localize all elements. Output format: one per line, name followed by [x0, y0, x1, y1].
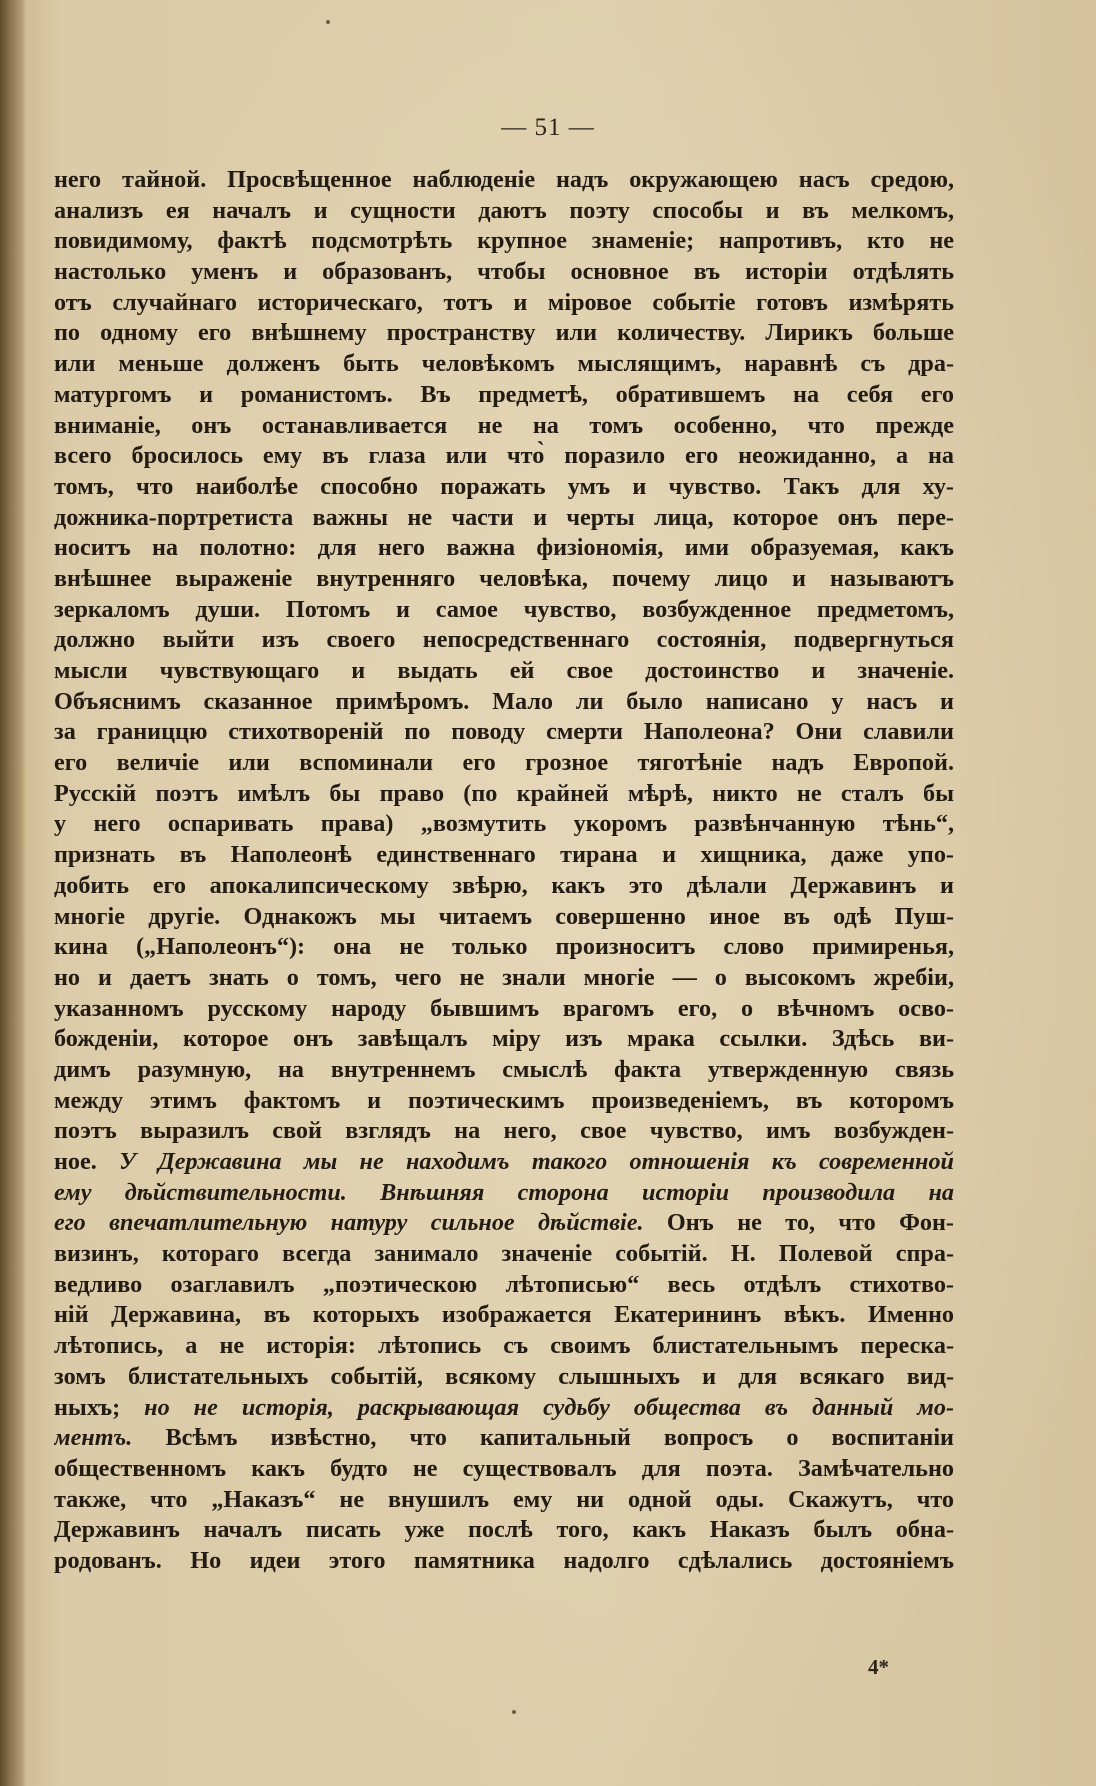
text-line: многіе другіе. Однакожъ мы читаемъ совершенно иное въ одѣ Пуш- — [54, 902, 954, 930]
text-line: Русскій поэтъ имѣлъ бы право (по крайней мѣрѣ, никто не сталъ бы — [54, 779, 954, 807]
text-line: кина („Наполеонъ“): она не только произноситъ слово примиренья, — [54, 933, 954, 961]
text-line: но и даетъ знать о томъ, чего не знали многіе — о высокомъ жребіи, — [54, 963, 954, 991]
text-line: анализъ ея началъ и сущности даютъ поэту способы и въ мелкомъ, — [54, 196, 954, 224]
text-line: повидимому, фактѣ подсмотрѣть крупное знаменіе; напротивъ, кто не — [54, 227, 954, 255]
text-line: его величіе или вспоминали его грозное тяготѣніе надъ Европой. — [54, 749, 954, 777]
text-line: зеркаломъ души. Потомъ и самое чувство, возбужденное предметомъ, — [54, 595, 954, 623]
text-line: указанномъ русскому народу бывшимъ врагомъ его, о вѣчномъ осво- — [54, 994, 954, 1022]
text-line: Объяснимъ сказанное примѣромъ. Мало ли было написано у насъ и — [54, 687, 954, 715]
italic-fragment: ему дѣйствительности. Внѣшняя сторона исторіи производила на — [54, 1178, 954, 1206]
text-line: мысли чувствующаго и выдать ей свое достоинство и значеніе. — [54, 657, 954, 684]
text-line: димъ разумную, на внутреннемъ смыслѣ факта утвержденную связь — [54, 1055, 954, 1083]
page-number: — 51 — — [501, 114, 595, 141]
text-line: по одному его внѣшнему пространству или количеству. Лирикъ больше — [54, 319, 954, 347]
text-line: носитъ на полотно: для него важна физіономія, ими образуемая, какъ — [54, 534, 954, 562]
text-fragment: Всѣмъ извѣстно, что капитальный вопросъ о воспитаніи — [132, 1424, 954, 1452]
text-line: между этимъ фактомъ и поэтическимъ произведеніемъ, въ которомъ — [54, 1086, 954, 1114]
text-line: визинъ, котораго всегда занимало значеніе событій. Н. Полевой спра- — [54, 1240, 954, 1268]
text-line: внѣшнее выраженіе внутренняго человѣка, почему лицо и называютъ — [54, 564, 954, 592]
text-line: томъ, что наиболѣе способно поражать умъ и чувство. Такъ для ху- — [54, 472, 954, 500]
text-line: матургомъ и романистомъ. Въ предметѣ, обратившемъ на себя его — [54, 380, 954, 408]
text-line-mixed — [54, 1208, 954, 1239]
text-line: отъ случайнаго историческаго, тотъ и міровое событіе готовъ измѣрять — [54, 288, 954, 316]
text-line: зомъ блистательныхъ событій, всякому слышныхъ и для всякаго вид- — [54, 1362, 954, 1390]
text-line: ній Державина, въ которыхъ изображается Екатерининъ вѣкъ. Именно — [54, 1301, 954, 1329]
text-line: или меньше долженъ быть человѣкомъ мыслящимъ, наравнѣ съ дра- — [54, 350, 954, 378]
printer-signature-mark: 4* — [868, 1655, 889, 1679]
text-line: за границцю стихотвореній по поводу смерти Наполеона? Они славили — [54, 718, 954, 746]
italic-fragment: его впечатлительную натуру сильное дѣйствіе. — [54, 1209, 644, 1237]
text-line: должно выйти изъ своего непосредственнаго состоянія, подвергнуться — [54, 626, 954, 654]
text-line: ведливо озаглавилъ „поэтическою лѣтописью“ весь отдѣлъ стихотво- — [54, 1270, 954, 1298]
text-line: всего бросилось ему въ глаза или что̀ поразило его неожиданно, а на — [54, 442, 954, 470]
text-line: у него оспаривать права) „возмутить укоромъ развѣнчанную тѣнь“, — [54, 810, 954, 838]
italic-fragment: но не исторія, раскрывающая судьбу общества въ данный мо- — [144, 1393, 954, 1421]
text-line: божденіи, которое онъ завѣщалъ міру изъ мрака ссылки. Здѣсь ви- — [54, 1025, 954, 1053]
paper-speck — [512, 1710, 516, 1714]
text-line: признать въ Наполеонѣ единственнаго тирана и хищника, даже упо- — [54, 841, 954, 869]
text-line: дожника-портретиста важны не части и черты лица, которое онъ пере- — [54, 503, 954, 531]
text-fragment: ное. — [54, 1148, 97, 1175]
book-spine-shadow — [0, 0, 26, 1786]
text-line: общественномъ какъ будто не существовалъ для поэта. Замѣчательно — [54, 1454, 954, 1482]
text-line-mixed — [54, 1423, 954, 1454]
text-line: добить его апокалипсическому звѣрю, какъ это дѣлали Державинъ и — [54, 871, 954, 899]
page-text-body — [54, 165, 954, 1577]
italic-fragment: ментъ. — [54, 1424, 133, 1452]
text-line: него тайной. Просвѣщенное наблюденіе надъ окружающею насъ средою, — [54, 166, 954, 193]
text-line: Державинъ началъ писать уже послѣ того, какъ Наказъ былъ обна- — [54, 1516, 954, 1544]
text-line: вниманіе, онъ останавливается не на томъ особенно, что прежде — [54, 411, 954, 439]
text-fragment: ныхъ; — [54, 1393, 145, 1421]
text-line-italic — [54, 1178, 954, 1209]
text-line: родованъ. Но идеи этого памятника надолго сдѣлались достояніемъ — [54, 1546, 954, 1574]
text-line: поэтъ выразилъ свой взглядъ на него, свое чувство, имъ возбужден- — [54, 1117, 954, 1145]
paper-speck — [326, 20, 330, 24]
text-line: настолько уменъ и образованъ, чтобы основное въ исторіи отдѣлять — [54, 258, 954, 286]
text-line-mixed — [54, 1147, 954, 1178]
italic-fragment: У Державина мы не находимъ такого отношенія къ современной — [119, 1148, 954, 1175]
text-fragment: Онъ не то, что Фон- — [643, 1209, 954, 1237]
text-line: также, что „Наказъ“ не внушилъ ему ни одной оды. Скажутъ, что — [54, 1485, 954, 1513]
text-line: лѣтопись, а не исторія: лѣтопись съ своимъ блистательнымъ переска- — [54, 1332, 954, 1360]
text-line-mixed — [54, 1393, 954, 1424]
